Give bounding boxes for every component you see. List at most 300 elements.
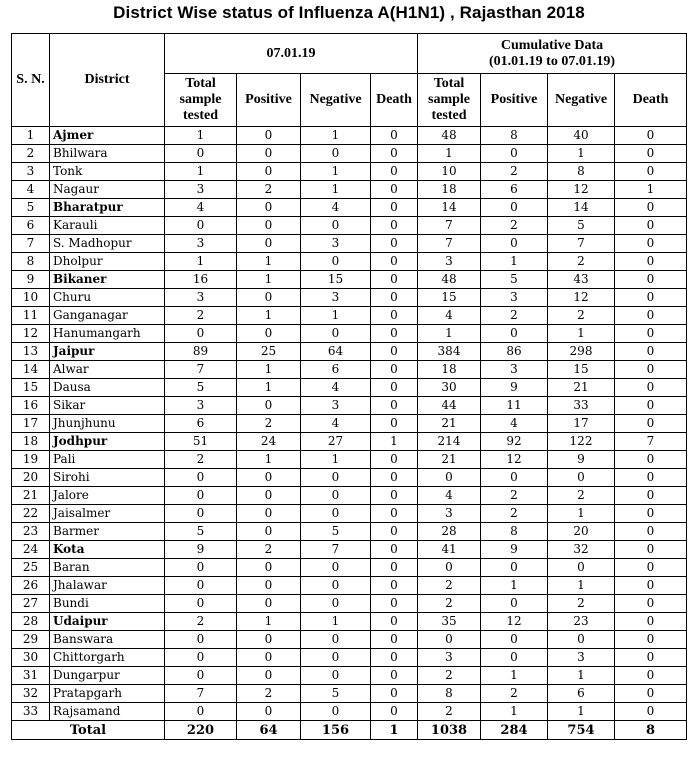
table-row bbox=[12, 343, 687, 361]
row-daily-positive: 0 bbox=[237, 595, 301, 613]
total-daily-death: 1 bbox=[371, 721, 418, 740]
row-sn: 9 bbox=[12, 271, 50, 289]
daily-group-header: 07.01.19 bbox=[165, 34, 418, 74]
row-daily-negative: 0 bbox=[301, 145, 371, 163]
row-sn: 32 bbox=[12, 685, 50, 703]
row-daily-positive: 0 bbox=[237, 469, 301, 487]
header-line: sample bbox=[179, 92, 222, 107]
row-cumulative-positive: 0 bbox=[481, 559, 548, 577]
row-cumulative-negative: 15 bbox=[548, 361, 615, 379]
row-daily-death: 0 bbox=[371, 559, 418, 577]
row-cumulative-death: 0 bbox=[615, 613, 687, 631]
row-cumulative-tested: 48 bbox=[418, 127, 481, 145]
header-line: sample bbox=[428, 92, 470, 107]
row-daily-positive: 2 bbox=[237, 541, 301, 559]
row-cumulative-death: 0 bbox=[615, 307, 687, 325]
row-cumulative-positive: 0 bbox=[481, 325, 548, 343]
row-cumulative-death: 0 bbox=[615, 703, 687, 721]
row-daily-negative: 3 bbox=[301, 397, 371, 415]
row-daily-death: 0 bbox=[371, 703, 418, 721]
row-daily-positive: 0 bbox=[237, 127, 301, 145]
row-daily-tested: 0 bbox=[165, 325, 237, 343]
row-district: Karauli bbox=[50, 217, 165, 235]
row-cumulative-positive: 0 bbox=[481, 649, 548, 667]
row-cumulative-positive: 1 bbox=[481, 253, 548, 271]
row-cumulative-death: 0 bbox=[615, 451, 687, 469]
row-daily-tested: 2 bbox=[165, 451, 237, 469]
row-daily-death: 0 bbox=[371, 415, 418, 433]
row-district: Alwar bbox=[50, 361, 165, 379]
row-daily-negative: 1 bbox=[301, 163, 371, 181]
row-cumulative-positive: 2 bbox=[481, 487, 548, 505]
row-sn: 4 bbox=[12, 181, 50, 199]
row-daily-negative: 15 bbox=[301, 271, 371, 289]
row-cumulative-negative: 0 bbox=[548, 469, 615, 487]
row-district: Sirohi bbox=[50, 469, 165, 487]
row-daily-positive: 2 bbox=[237, 415, 301, 433]
table-row bbox=[12, 559, 687, 577]
table-row bbox=[12, 649, 687, 667]
header-line: Total bbox=[185, 76, 216, 91]
row-sn: 29 bbox=[12, 631, 50, 649]
row-district: Bundi bbox=[50, 595, 165, 613]
row-daily-positive: 0 bbox=[237, 289, 301, 307]
row-daily-death: 0 bbox=[371, 343, 418, 361]
row-daily-negative: 4 bbox=[301, 199, 371, 217]
row-cumulative-positive: 0 bbox=[481, 595, 548, 613]
row-daily-positive: 0 bbox=[237, 559, 301, 577]
row-cumulative-negative: 6 bbox=[548, 685, 615, 703]
row-cumulative-positive: 9 bbox=[481, 541, 548, 559]
row-sn: 20 bbox=[12, 469, 50, 487]
row-cumulative-tested: 14 bbox=[418, 199, 481, 217]
row-daily-negative: 0 bbox=[301, 217, 371, 235]
row-cumulative-negative: 12 bbox=[548, 181, 615, 199]
row-daily-positive: 25 bbox=[237, 343, 301, 361]
row-cumulative-tested: 0 bbox=[418, 559, 481, 577]
total-daily-tested: 220 bbox=[165, 721, 237, 740]
header-line: tested bbox=[431, 108, 467, 123]
row-district: Churu bbox=[50, 289, 165, 307]
row-daily-positive: 24 bbox=[237, 433, 301, 451]
total-cumulative-tested: 1038 bbox=[418, 721, 481, 740]
row-daily-positive: 1 bbox=[237, 613, 301, 631]
row-cumulative-positive: 3 bbox=[481, 289, 548, 307]
row-cumulative-death: 0 bbox=[615, 541, 687, 559]
row-cumulative-death: 0 bbox=[615, 325, 687, 343]
total-cumulative-positive: 284 bbox=[481, 721, 548, 740]
row-cumulative-death: 0 bbox=[615, 415, 687, 433]
row-cumulative-negative: 14 bbox=[548, 199, 615, 217]
table-row bbox=[12, 307, 687, 325]
row-daily-tested: 0 bbox=[165, 631, 237, 649]
row-cumulative-positive: 0 bbox=[481, 469, 548, 487]
table-row bbox=[12, 523, 687, 541]
row-cumulative-positive: 2 bbox=[481, 217, 548, 235]
row-daily-negative: 0 bbox=[301, 253, 371, 271]
row-sn: 31 bbox=[12, 667, 50, 685]
row-district: Pali bbox=[50, 451, 165, 469]
row-daily-tested: 0 bbox=[165, 667, 237, 685]
row-daily-death: 0 bbox=[371, 541, 418, 559]
row-daily-negative: 5 bbox=[301, 685, 371, 703]
row-daily-negative: 0 bbox=[301, 577, 371, 595]
row-cumulative-tested: 3 bbox=[418, 253, 481, 271]
row-cumulative-positive: 5 bbox=[481, 271, 548, 289]
total-row bbox=[12, 721, 687, 740]
table-row bbox=[12, 325, 687, 343]
row-cumulative-death: 0 bbox=[615, 667, 687, 685]
table-row bbox=[12, 145, 687, 163]
table-row bbox=[12, 253, 687, 271]
row-daily-tested: 3 bbox=[165, 181, 237, 199]
header-line: Total bbox=[433, 76, 465, 91]
row-district: Jaipur bbox=[50, 343, 165, 361]
daily-death-header: Death bbox=[371, 74, 418, 127]
row-daily-tested: 0 bbox=[165, 703, 237, 721]
table-row bbox=[12, 433, 687, 451]
row-daily-tested: 0 bbox=[165, 559, 237, 577]
row-district: Hanumangarh bbox=[50, 325, 165, 343]
row-daily-positive: 1 bbox=[237, 271, 301, 289]
row-cumulative-tested: 2 bbox=[418, 667, 481, 685]
cumulative-header-line1: Cumulative Data bbox=[500, 37, 604, 53]
table-row bbox=[12, 199, 687, 217]
row-daily-positive: 2 bbox=[237, 685, 301, 703]
row-daily-positive: 0 bbox=[237, 397, 301, 415]
row-daily-death: 0 bbox=[371, 505, 418, 523]
row-district: Banswara bbox=[50, 631, 165, 649]
row-daily-death: 0 bbox=[371, 379, 418, 397]
row-cumulative-death: 0 bbox=[615, 505, 687, 523]
row-daily-tested: 3 bbox=[165, 397, 237, 415]
table-row bbox=[12, 379, 687, 397]
row-cumulative-negative: 9 bbox=[548, 451, 615, 469]
row-daily-death: 0 bbox=[371, 145, 418, 163]
row-sn: 13 bbox=[12, 343, 50, 361]
row-daily-death: 0 bbox=[371, 649, 418, 667]
row-daily-positive: 2 bbox=[237, 181, 301, 199]
row-cumulative-positive: 2 bbox=[481, 163, 548, 181]
row-daily-tested: 16 bbox=[165, 271, 237, 289]
table-row bbox=[12, 235, 687, 253]
row-cumulative-negative: 1 bbox=[548, 325, 615, 343]
district-header: District bbox=[50, 34, 165, 127]
row-cumulative-negative: 2 bbox=[548, 595, 615, 613]
row-cumulative-tested: 18 bbox=[418, 181, 481, 199]
cumulative-positive-header: Positive bbox=[481, 74, 548, 127]
row-cumulative-tested: 1 bbox=[418, 325, 481, 343]
row-sn: 2 bbox=[12, 145, 50, 163]
row-daily-tested: 3 bbox=[165, 289, 237, 307]
row-cumulative-death: 0 bbox=[615, 649, 687, 667]
row-daily-negative: 64 bbox=[301, 343, 371, 361]
row-cumulative-negative: 7 bbox=[548, 235, 615, 253]
row-cumulative-negative: 12 bbox=[548, 289, 615, 307]
row-daily-death: 0 bbox=[371, 487, 418, 505]
table-row bbox=[12, 217, 687, 235]
row-daily-death: 0 bbox=[371, 199, 418, 217]
table-row bbox=[12, 289, 687, 307]
row-sn: 7 bbox=[12, 235, 50, 253]
row-daily-death: 0 bbox=[371, 361, 418, 379]
row-district: Bhilwara bbox=[50, 145, 165, 163]
row-district: Barmer bbox=[50, 523, 165, 541]
row-cumulative-death: 7 bbox=[615, 433, 687, 451]
row-daily-tested: 1 bbox=[165, 253, 237, 271]
row-district: Ajmer bbox=[50, 127, 165, 145]
row-cumulative-tested: 214 bbox=[418, 433, 481, 451]
row-daily-death: 0 bbox=[371, 523, 418, 541]
row-district: Jhalawar bbox=[50, 577, 165, 595]
row-sn: 6 bbox=[12, 217, 50, 235]
row-cumulative-tested: 18 bbox=[418, 361, 481, 379]
row-sn: 25 bbox=[12, 559, 50, 577]
row-daily-death: 0 bbox=[371, 469, 418, 487]
row-sn: 16 bbox=[12, 397, 50, 415]
table-row bbox=[12, 631, 687, 649]
row-cumulative-death: 0 bbox=[615, 199, 687, 217]
row-district: Jalore bbox=[50, 487, 165, 505]
row-cumulative-positive: 92 bbox=[481, 433, 548, 451]
row-cumulative-negative: 1 bbox=[548, 577, 615, 595]
row-cumulative-negative: 21 bbox=[548, 379, 615, 397]
row-cumulative-tested: 3 bbox=[418, 649, 481, 667]
row-cumulative-death: 0 bbox=[615, 559, 687, 577]
row-daily-positive: 0 bbox=[237, 667, 301, 685]
row-daily-negative: 0 bbox=[301, 325, 371, 343]
daily-positive-header: Positive bbox=[237, 74, 301, 127]
row-daily-death: 0 bbox=[371, 235, 418, 253]
row-cumulative-negative: 2 bbox=[548, 253, 615, 271]
row-daily-positive: 0 bbox=[237, 163, 301, 181]
row-cumulative-positive: 1 bbox=[481, 577, 548, 595]
row-daily-death: 0 bbox=[371, 163, 418, 181]
row-cumulative-tested: 0 bbox=[418, 469, 481, 487]
row-daily-negative: 5 bbox=[301, 523, 371, 541]
table-body bbox=[12, 127, 687, 721]
row-cumulative-tested: 384 bbox=[418, 343, 481, 361]
influenza-status-table bbox=[11, 33, 687, 740]
row-cumulative-tested: 48 bbox=[418, 271, 481, 289]
row-sn: 19 bbox=[12, 451, 50, 469]
row-daily-tested: 0 bbox=[165, 505, 237, 523]
row-sn: 24 bbox=[12, 541, 50, 559]
total-cumulative-death: 8 bbox=[615, 721, 687, 740]
row-cumulative-positive: 3 bbox=[481, 361, 548, 379]
row-daily-negative: 0 bbox=[301, 559, 371, 577]
row-sn: 33 bbox=[12, 703, 50, 721]
table-row bbox=[12, 595, 687, 613]
row-daily-negative: 4 bbox=[301, 379, 371, 397]
row-cumulative-positive: 8 bbox=[481, 523, 548, 541]
row-daily-positive: 1 bbox=[237, 451, 301, 469]
table-row bbox=[12, 163, 687, 181]
row-daily-negative: 0 bbox=[301, 595, 371, 613]
row-district: Rajsamand bbox=[50, 703, 165, 721]
row-daily-death: 0 bbox=[371, 595, 418, 613]
row-cumulative-positive: 0 bbox=[481, 145, 548, 163]
row-cumulative-negative: 122 bbox=[548, 433, 615, 451]
row-cumulative-negative: 1 bbox=[548, 145, 615, 163]
row-district: Jhunjhunu bbox=[50, 415, 165, 433]
table-row bbox=[12, 415, 687, 433]
row-daily-negative: 0 bbox=[301, 487, 371, 505]
row-daily-tested: 3 bbox=[165, 235, 237, 253]
row-daily-tested: 7 bbox=[165, 361, 237, 379]
row-daily-tested: 0 bbox=[165, 469, 237, 487]
daily-negative-header: Negative bbox=[301, 74, 371, 127]
row-cumulative-positive: 4 bbox=[481, 415, 548, 433]
row-daily-negative: 1 bbox=[301, 127, 371, 145]
table-row bbox=[12, 613, 687, 631]
table-row bbox=[12, 505, 687, 523]
row-cumulative-tested: 8 bbox=[418, 685, 481, 703]
row-daily-negative: 0 bbox=[301, 469, 371, 487]
row-cumulative-tested: 21 bbox=[418, 451, 481, 469]
row-cumulative-tested: 1 bbox=[418, 145, 481, 163]
row-cumulative-positive: 2 bbox=[481, 685, 548, 703]
row-cumulative-death: 0 bbox=[615, 631, 687, 649]
table-row bbox=[12, 397, 687, 415]
table-row bbox=[12, 685, 687, 703]
sn-header: S. N. bbox=[12, 34, 50, 127]
row-cumulative-death: 1 bbox=[615, 181, 687, 199]
row-daily-negative: 27 bbox=[301, 433, 371, 451]
row-daily-death: 0 bbox=[371, 307, 418, 325]
row-daily-death: 0 bbox=[371, 289, 418, 307]
row-daily-death: 0 bbox=[371, 667, 418, 685]
row-cumulative-tested: 2 bbox=[418, 595, 481, 613]
row-sn: 17 bbox=[12, 415, 50, 433]
row-cumulative-death: 0 bbox=[615, 343, 687, 361]
row-daily-tested: 5 bbox=[165, 523, 237, 541]
page-title: District Wise status of Influenza A(H1N1) , Rajasthan 2018 bbox=[113, 3, 585, 22]
row-cumulative-tested: 3 bbox=[418, 505, 481, 523]
table-row bbox=[12, 181, 687, 199]
row-cumulative-death: 0 bbox=[615, 577, 687, 595]
row-daily-positive: 0 bbox=[237, 487, 301, 505]
row-daily-negative: 6 bbox=[301, 361, 371, 379]
row-daily-tested: 7 bbox=[165, 685, 237, 703]
row-daily-tested: 89 bbox=[165, 343, 237, 361]
row-daily-death: 0 bbox=[371, 181, 418, 199]
row-cumulative-tested: 10 bbox=[418, 163, 481, 181]
row-sn: 21 bbox=[12, 487, 50, 505]
row-cumulative-positive: 0 bbox=[481, 631, 548, 649]
row-sn: 10 bbox=[12, 289, 50, 307]
row-daily-positive: 1 bbox=[237, 307, 301, 325]
row-daily-negative: 1 bbox=[301, 613, 371, 631]
row-cumulative-negative: 17 bbox=[548, 415, 615, 433]
row-cumulative-positive: 1 bbox=[481, 667, 548, 685]
row-cumulative-death: 0 bbox=[615, 253, 687, 271]
row-daily-death: 0 bbox=[371, 631, 418, 649]
row-cumulative-tested: 0 bbox=[418, 631, 481, 649]
row-cumulative-negative: 3 bbox=[548, 649, 615, 667]
row-daily-death: 0 bbox=[371, 271, 418, 289]
row-daily-positive: 0 bbox=[237, 523, 301, 541]
total-cumulative-negative: 754 bbox=[548, 721, 615, 740]
row-district: Nagaur bbox=[50, 181, 165, 199]
row-daily-negative: 3 bbox=[301, 235, 371, 253]
row-cumulative-death: 0 bbox=[615, 487, 687, 505]
cumulative-header-line2: (01.01.19 to 07.01.19) bbox=[489, 53, 615, 69]
daily-total-sample-header bbox=[165, 74, 237, 127]
row-daily-negative: 3 bbox=[301, 289, 371, 307]
row-cumulative-negative: 298 bbox=[548, 343, 615, 361]
row-sn: 18 bbox=[12, 433, 50, 451]
row-district: Dholpur bbox=[50, 253, 165, 271]
row-cumulative-tested: 7 bbox=[418, 235, 481, 253]
row-sn: 26 bbox=[12, 577, 50, 595]
row-daily-tested: 9 bbox=[165, 541, 237, 559]
row-daily-negative: 0 bbox=[301, 505, 371, 523]
row-cumulative-tested: 2 bbox=[418, 703, 481, 721]
table-header bbox=[12, 34, 687, 127]
row-cumulative-positive: 12 bbox=[481, 613, 548, 631]
table-row bbox=[12, 667, 687, 685]
row-daily-death: 0 bbox=[371, 685, 418, 703]
row-daily-positive: 0 bbox=[237, 631, 301, 649]
row-district: Dungarpur bbox=[50, 667, 165, 685]
row-cumulative-death: 0 bbox=[615, 163, 687, 181]
cumulative-death-header: Death bbox=[615, 74, 687, 127]
row-cumulative-death: 0 bbox=[615, 361, 687, 379]
row-cumulative-negative: 40 bbox=[548, 127, 615, 145]
row-daily-positive: 1 bbox=[237, 361, 301, 379]
row-daily-tested: 1 bbox=[165, 127, 237, 145]
row-district: Bharatpur bbox=[50, 199, 165, 217]
row-cumulative-death: 0 bbox=[615, 145, 687, 163]
total-label: Total bbox=[12, 721, 165, 740]
row-cumulative-tested: 35 bbox=[418, 613, 481, 631]
row-cumulative-tested: 41 bbox=[418, 541, 481, 559]
row-cumulative-positive: 12 bbox=[481, 451, 548, 469]
row-daily-death: 0 bbox=[371, 451, 418, 469]
row-district: Kota bbox=[50, 541, 165, 559]
row-daily-death: 0 bbox=[371, 217, 418, 235]
row-sn: 5 bbox=[12, 199, 50, 217]
row-cumulative-tested: 30 bbox=[418, 379, 481, 397]
row-daily-negative: 1 bbox=[301, 181, 371, 199]
row-daily-tested: 0 bbox=[165, 649, 237, 667]
row-cumulative-death: 0 bbox=[615, 523, 687, 541]
row-cumulative-negative: 43 bbox=[548, 271, 615, 289]
cumulative-group-header bbox=[418, 34, 687, 74]
row-daily-negative: 0 bbox=[301, 703, 371, 721]
table-row bbox=[12, 577, 687, 595]
row-daily-death: 0 bbox=[371, 127, 418, 145]
row-daily-negative: 1 bbox=[301, 451, 371, 469]
row-daily-positive: 0 bbox=[237, 145, 301, 163]
row-daily-positive: 0 bbox=[237, 217, 301, 235]
header-line: tested bbox=[183, 108, 218, 123]
row-sn: 15 bbox=[12, 379, 50, 397]
row-daily-tested: 5 bbox=[165, 379, 237, 397]
row-cumulative-positive: 0 bbox=[481, 235, 548, 253]
row-cumulative-tested: 7 bbox=[418, 217, 481, 235]
table-row bbox=[12, 361, 687, 379]
cumulative-total-sample-header bbox=[418, 74, 481, 127]
row-cumulative-tested: 15 bbox=[418, 289, 481, 307]
row-cumulative-positive: 2 bbox=[481, 505, 548, 523]
row-daily-tested: 2 bbox=[165, 613, 237, 631]
row-district: Pratapgarh bbox=[50, 685, 165, 703]
row-cumulative-negative: 1 bbox=[548, 505, 615, 523]
row-cumulative-tested: 2 bbox=[418, 577, 481, 595]
row-daily-positive: 0 bbox=[237, 703, 301, 721]
